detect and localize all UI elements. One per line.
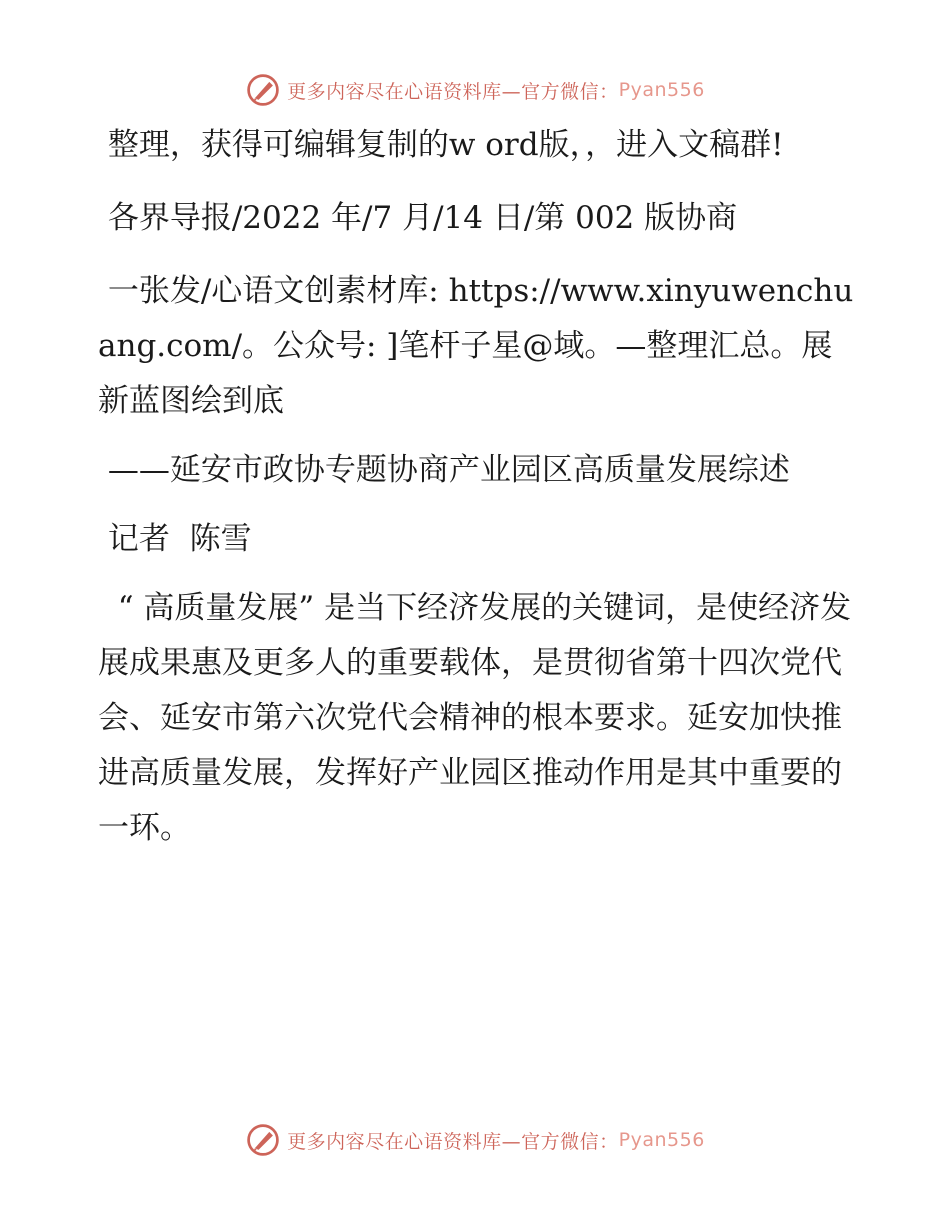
document-body: [98, 118, 858, 856]
paragraph-subtitle: ——延安市政协专题协商产业园区高质量发展综述: [98, 452, 790, 488]
paragraph-intro: 整理，获得可编辑复制的w ord版，，进入文稿群!: [98, 127, 784, 163]
pen-logo-icon: [245, 1122, 281, 1158]
watermark-contact: Pyan556: [618, 79, 705, 101]
paragraph-byline: 记者 陈雪: [98, 521, 252, 557]
watermark-contact: Pyan556: [618, 1129, 705, 1151]
header-watermark: [0, 70, 950, 110]
paragraph-body: “ 高质量发展” 是当下经济发展的关键词，是使经济发展成果惠及更多人的重要载体，是贯彻省第十四次党代会、延安市第六次党代会精神的根本要求。延安加快推进高质量发展，发挥好产业园区推动作用是其中重要的一环。: [98, 590, 852, 846]
watermark-text: 更多内容尽在心语资料库—官方微信：: [287, 80, 619, 103]
watermark-text: 更多内容尽在心语资料库—官方微信：: [287, 1130, 619, 1153]
pen-logo-icon: [245, 72, 281, 108]
footer-watermark: [0, 1120, 950, 1160]
paragraph-source: 各界导报/2022 年/7 月/14 日/第 002 版协商: [98, 200, 738, 236]
paragraph-publisher: 一张发/心语文创素材库: https://www.xinyuwenchuang.com/。公众号: ]笔杆子星@域。—整理汇总。展新蓝图绘到底: [98, 273, 854, 419]
